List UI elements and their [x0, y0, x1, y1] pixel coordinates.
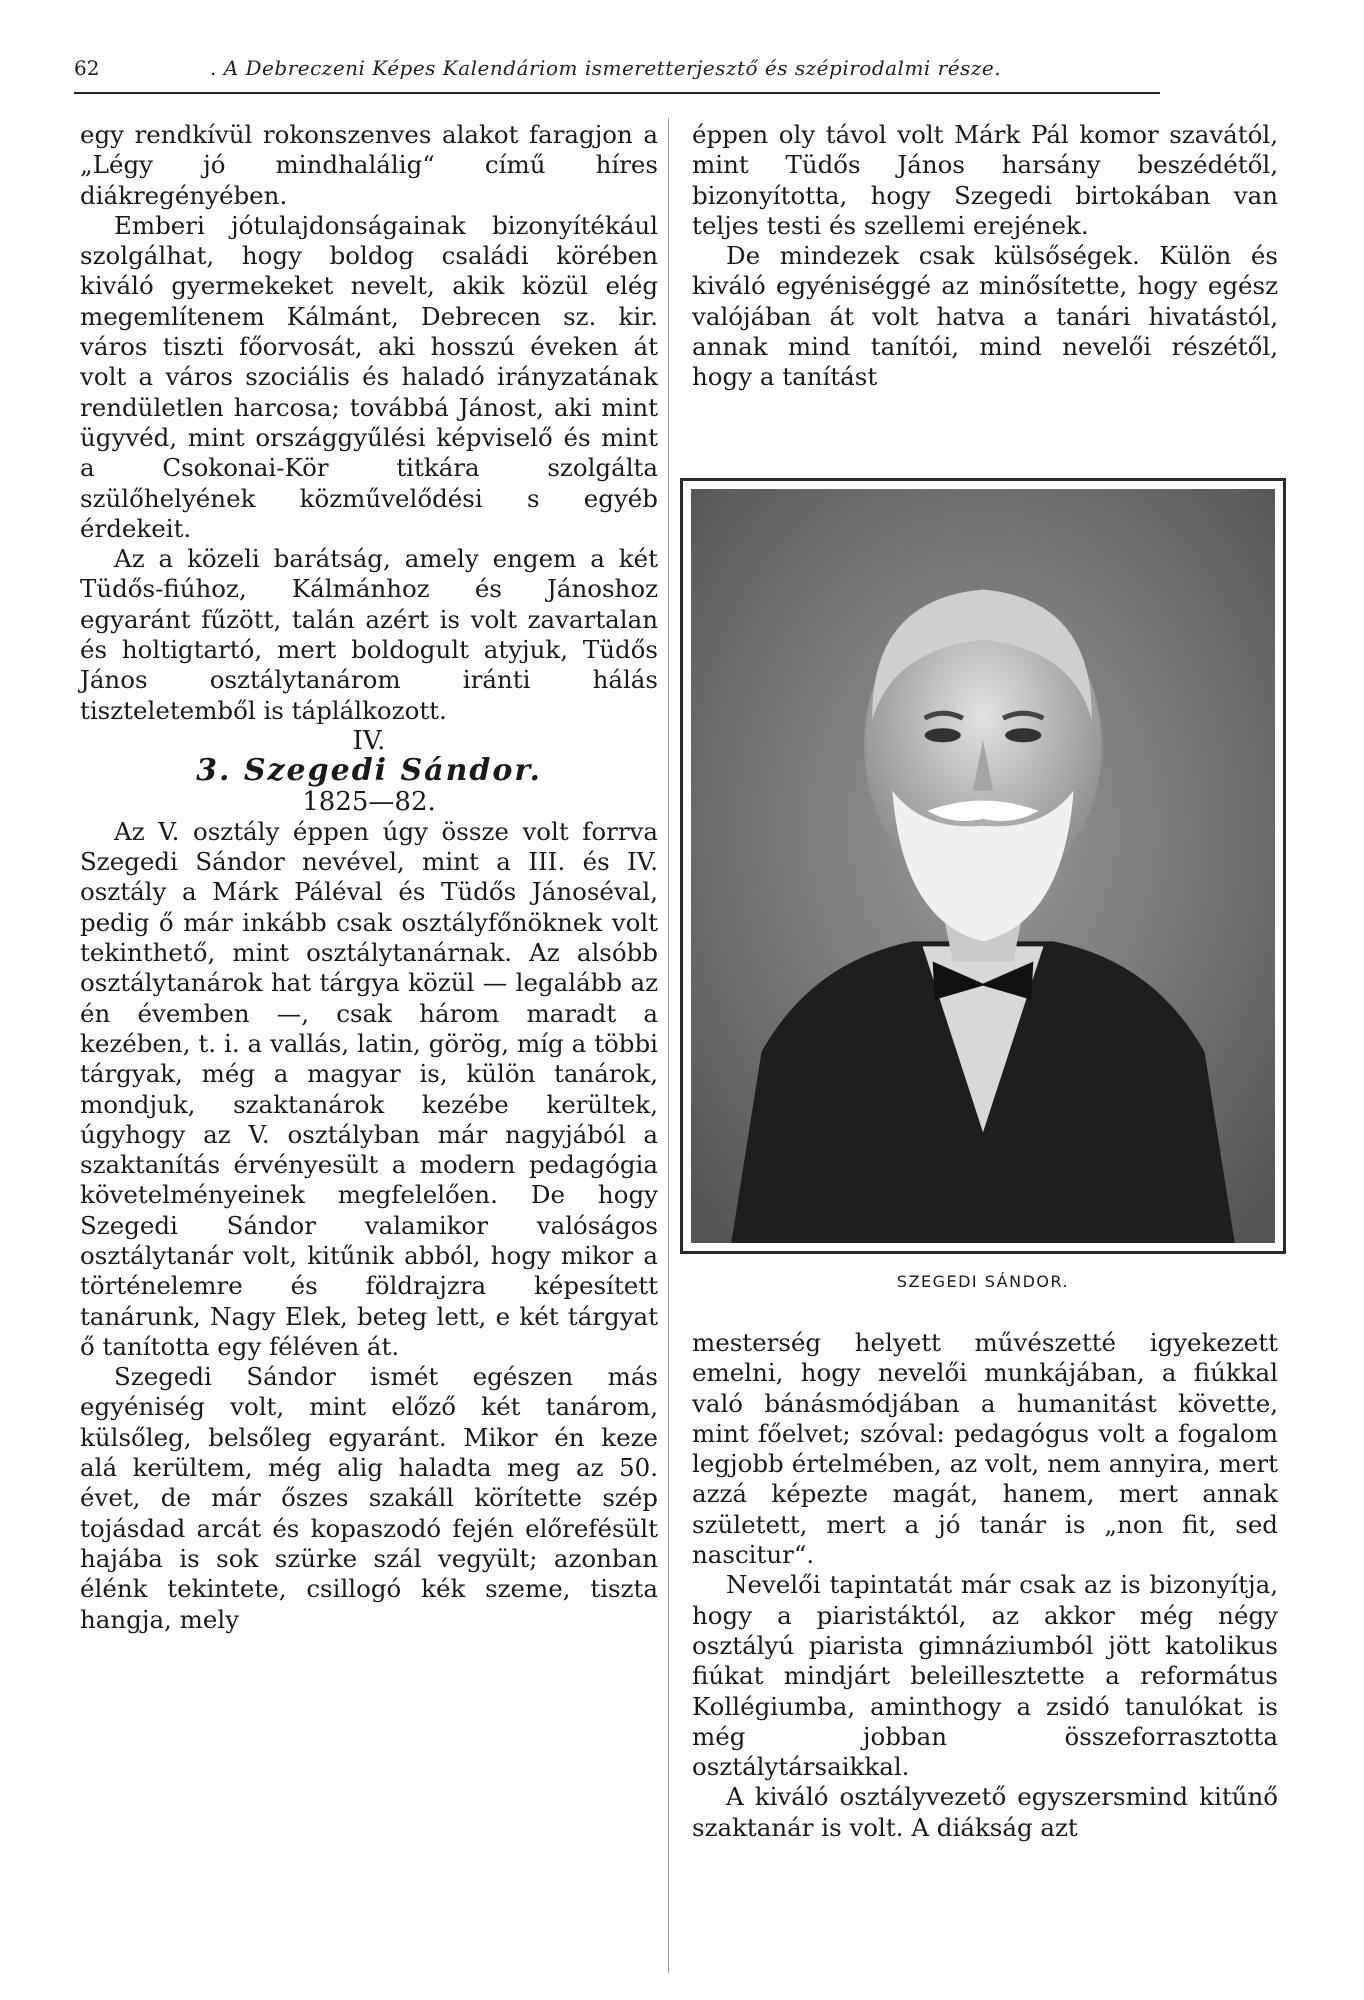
paragraph: Nevelői tapintatát már csak az is bizonyítja, hogy a piaristáktól, az akkor még négy osztályú piarista gimnáziumból jött katolikus fiúkat mindjárt beleillesztette a református Kollégiumba, aminthogy a zsidó tanulókat is még jobban összeforrasztotta osztálytársaikkal. [692, 1570, 1278, 1782]
running-title: . A Debreczeni Képes Kalendáriom ismeretterjesztő és szépirodalmi része. [210, 56, 1002, 80]
paragraph: De mindezek csak külsőségek. Külön és kiváló egyéniséggé az minősítette, hogy egész valójában át volt hatva a tanári hivatástól, annak mind tanítói, mind nevelői részétől, hogy a tanítást [692, 241, 1278, 392]
paragraph: Az V. osztály éppen úgy össze volt forrva Szegedi Sándor nevével, mint a III. és IV. osztály a Márk Páléval és Tüdős Jánoséval, pedig ő már inkább csak osztályfőnöknek volt tekinthető, mint osztálytanárnak. Az alsóbb osztálytanárok hat tárgya közül — legalább az én évemben —, csak három maradt a kezében, t. i. a vallás, latin, görög, míg a többi tárgyak, még a magyar is, külön tanárok, mondjuk, szaktanárok kezébe kerültek, úgyhogy az V. osztályban már nagyjából a szaktanítás érvényesült a modern pedagógia követelményeinek megfelelően. De hogy Szegedi Sándor valamikor valóságos osztálytanár volt, kitűnik abból, hogy mikor a történelemre és földrajzra képesített tanárunk, Nagy Elek, beteg lett, e két tárgyat ő tanította egy féléven át. [80, 816, 658, 1361]
right-column-bottom [692, 1328, 1278, 1843]
page-number: 62 [74, 56, 100, 80]
paragraph: Az a közeli barátság, amely engem a két Tüdős-fiúhoz, Kálmánhoz és Jánoshoz egyaránt fűzött, talán azért is volt zavartalan és holtigtartó, mert boldogult atyjuk, Tüdős János osztálytanárom iránti hálás tiszteletemből is táplálkozott. [80, 544, 658, 725]
portrait-photo [680, 478, 1286, 1254]
photo-caption: SZEGEDI SÁNDOR. [896, 1272, 1070, 1291]
right-column-top [692, 120, 1278, 393]
left-column [80, 120, 658, 1635]
paragraph: Szegedi Sándor ismét egészen más egyéniség volt, mint előző két tanárom, külsőleg, belsőleg egyaránt. Mikor én keze alá kerültem, még alig haladta meg az 50. évet, de már őszes szakáll körítette szép tojásdad arcát és kopaszodó fején előrefésült hajába is sok szürke szál vegyült; azonban élénk tekintete, csillogó kék szeme, tiszta hangja, mely [80, 1362, 658, 1634]
paragraph: mesterség helyett művészetté igyekezett emelni, hogy nevelői munkájában, a fiúkkal való bánásmódjában a humanitást követte, mint főelvet; szóval: pedagógus volt a fogalom legjobb értelmében, az volt, nem annyira, mert azzá képezte magát, hanem, mert annak született, mert a jó tanár is „non fit, sed nascitur“. [692, 1328, 1278, 1570]
paragraph: egy rendkívül rokonszenves alakot faragjon a „Légy jó mindhalálig“ című híres diákregényében. [80, 120, 658, 210]
paragraph: A kiváló osztályvezető egyszersmind kitűnő szaktanár is volt. A diákság azt [692, 1782, 1278, 1842]
paragraph: éppen oly távol volt Márk Pál komor szavától, mint Tüdős János harsány beszédétől, bizonyította, hogy Szegedi birtokában van teljes testi és szellemi erejének. [692, 120, 1278, 240]
section-years: 1825—82. [302, 786, 436, 817]
paragraph: Emberi jótulajdonságainak bizonyítékául szolgálhat, hogy boldog családi körében kiváló gyermekeket nevelt, akik közül elég megemlítenem Kálmánt, Debrecen sz. kir. város tiszti főorvosát, aki hosszú éveken át volt a város szociális és haladó irányzatának rendületlen harcosa; továbbá Jánost, aki mint ügyvéd, mint országgyűlési képviselő és mint a Csokonai-Kör titkára szolgálta szülőhelyének közművelődési s egyéb érdekeit. [80, 210, 658, 543]
header-rule [74, 92, 1160, 94]
column-divider [668, 118, 669, 1973]
portrait-image [691, 489, 1275, 1243]
section-number: IV. [352, 725, 386, 756]
section-heading: 3. Szegedi Sándor. [196, 753, 542, 789]
